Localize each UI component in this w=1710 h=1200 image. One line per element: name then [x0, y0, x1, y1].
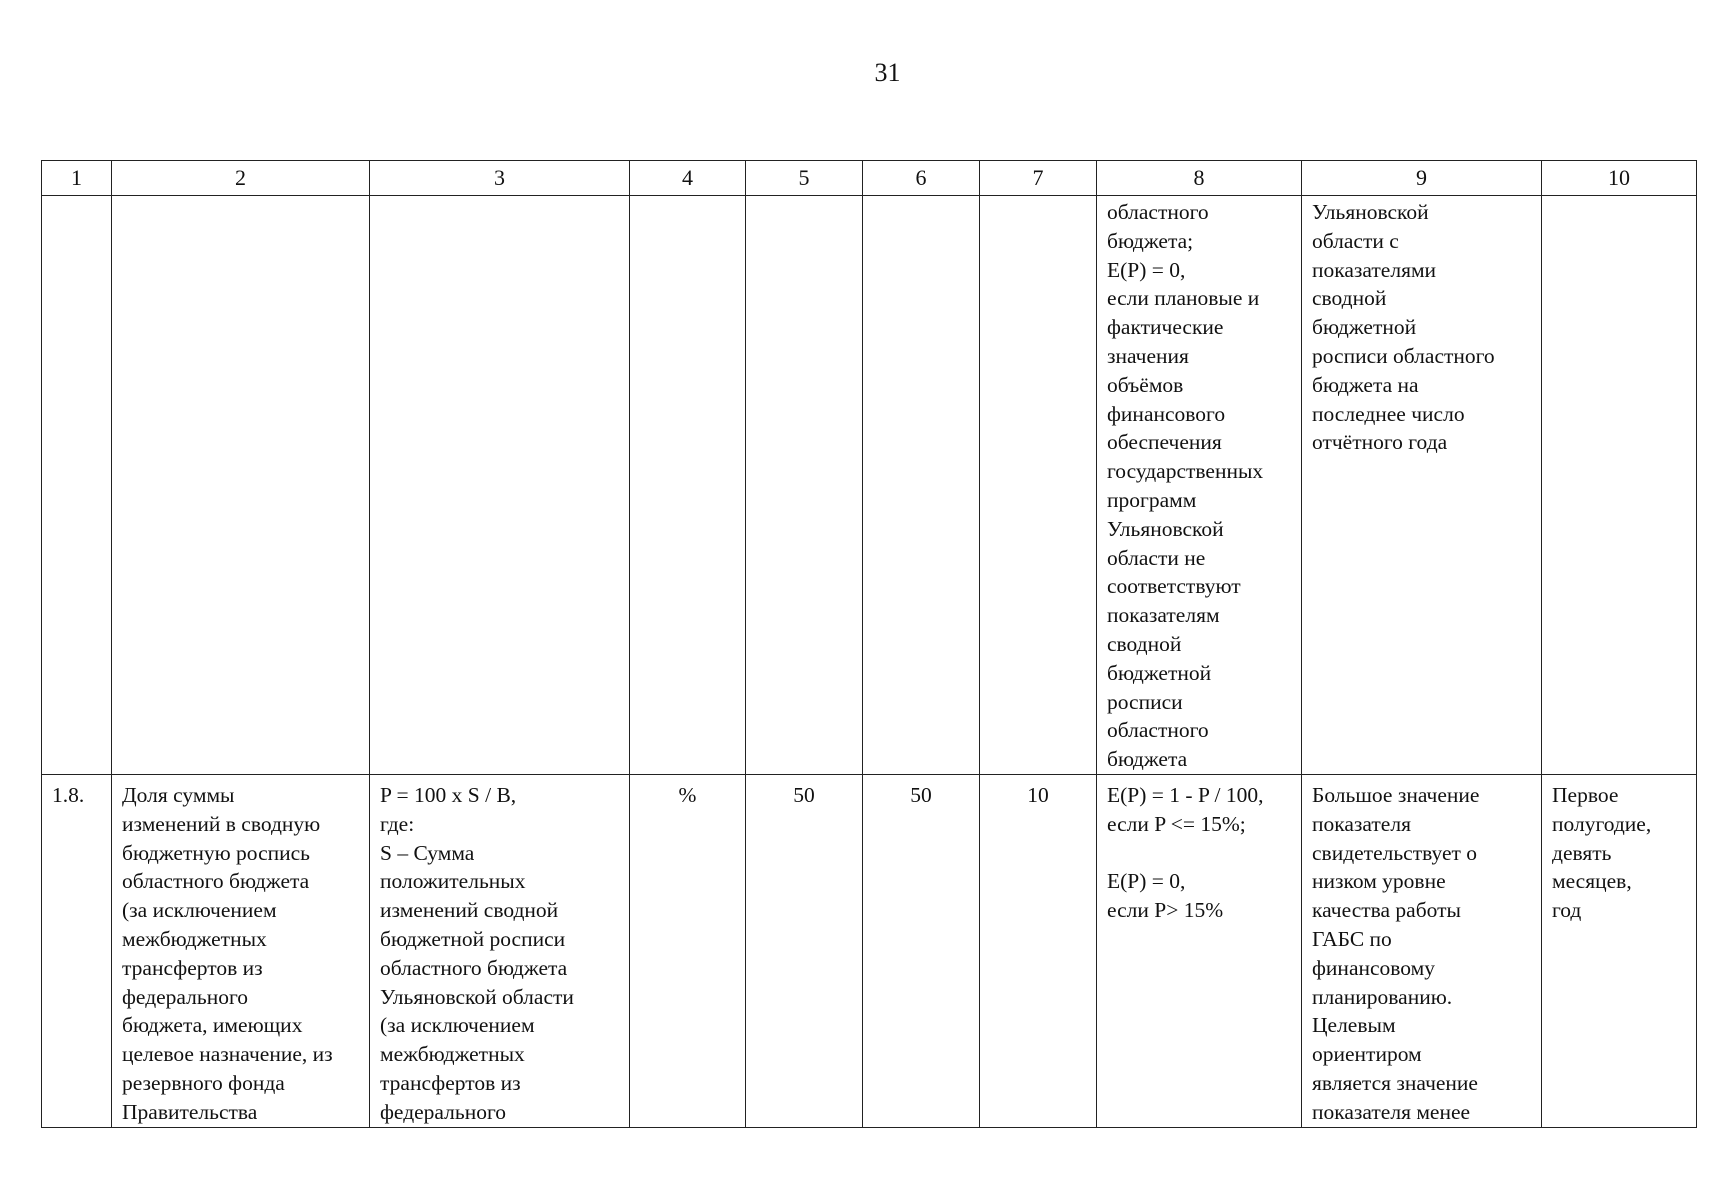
- header-col-9: 9: [1302, 161, 1542, 196]
- cell-value-col6: 50: [863, 774, 980, 1127]
- header-col-6: 6: [863, 161, 980, 196]
- cell-interpretation: Большое значение показателя свидетельствует о низком уровне качества работы ГАБС по финансовому планированию. Целевым ориентиром является значение показателя менее: [1302, 774, 1542, 1127]
- header-col-3: 3: [370, 161, 630, 196]
- cell-value-col7: 10: [980, 774, 1097, 1127]
- cell-evaluation-formula: E(P) = 1 - P / 100, если P <= 15%; E(P) = 0, если P> 15%: [1097, 774, 1302, 1127]
- cell-row-number: 1.8.: [42, 774, 112, 1127]
- cell-cont-col1: [42, 196, 112, 775]
- cell-cont-col4: [630, 196, 746, 775]
- cell-cont-col3: [370, 196, 630, 775]
- header-col-5: 5: [746, 161, 863, 196]
- table-row-1-8: [42, 774, 1697, 1127]
- cell-periodicity: Первое полугодие, девять месяцев, год: [1542, 774, 1697, 1127]
- cell-cont-col5: [746, 196, 863, 775]
- cell-cont-interpretation: Ульяновской области с показателями сводной бюджетной росписи областного бюджета на последнее число отчётного года: [1302, 196, 1542, 775]
- cell-indicator-name: Доля суммы изменений в сводную бюджетную роспись областного бюджета (за исключением межбюджетных трансфертов из федерального бюджета, имеющих целевое назначение, из резервного фонда Правительства: [112, 774, 370, 1127]
- header-col-10: 10: [1542, 161, 1697, 196]
- cell-cont-col2: [112, 196, 370, 775]
- cell-cont-evaluation-formula: областного бюджета; E(P) = 0, если плановые и фактические значения объёмов финансового обеспечения государственных программ Ульяновской области не соответствуют показателям сводной бюджетной росписи областного бюджета: [1097, 196, 1302, 775]
- cell-cont-col7: [980, 196, 1097, 775]
- table-header-row: [42, 161, 1697, 196]
- indicator-table: [41, 160, 1697, 1128]
- cell-cont-col6: [863, 196, 980, 775]
- header-col-8: 8: [1097, 161, 1302, 196]
- cell-value-col5: 50: [746, 774, 863, 1127]
- header-col-7: 7: [980, 161, 1097, 196]
- cell-cont-col10: [1542, 196, 1697, 775]
- header-col-4: 4: [630, 161, 746, 196]
- table-row-continuation: [42, 196, 1697, 775]
- header-col-2: 2: [112, 161, 370, 196]
- cell-calculation-formula: P = 100 x S / B, где: S – Сумма положительных изменений сводной бюджетной росписи областного бюджета Ульяновской области (за исключением межбюджетных трансфертов из федерального: [370, 774, 630, 1127]
- header-col-1: 1: [42, 161, 112, 196]
- page-number: 31: [874, 58, 901, 87]
- cell-unit: %: [630, 774, 746, 1127]
